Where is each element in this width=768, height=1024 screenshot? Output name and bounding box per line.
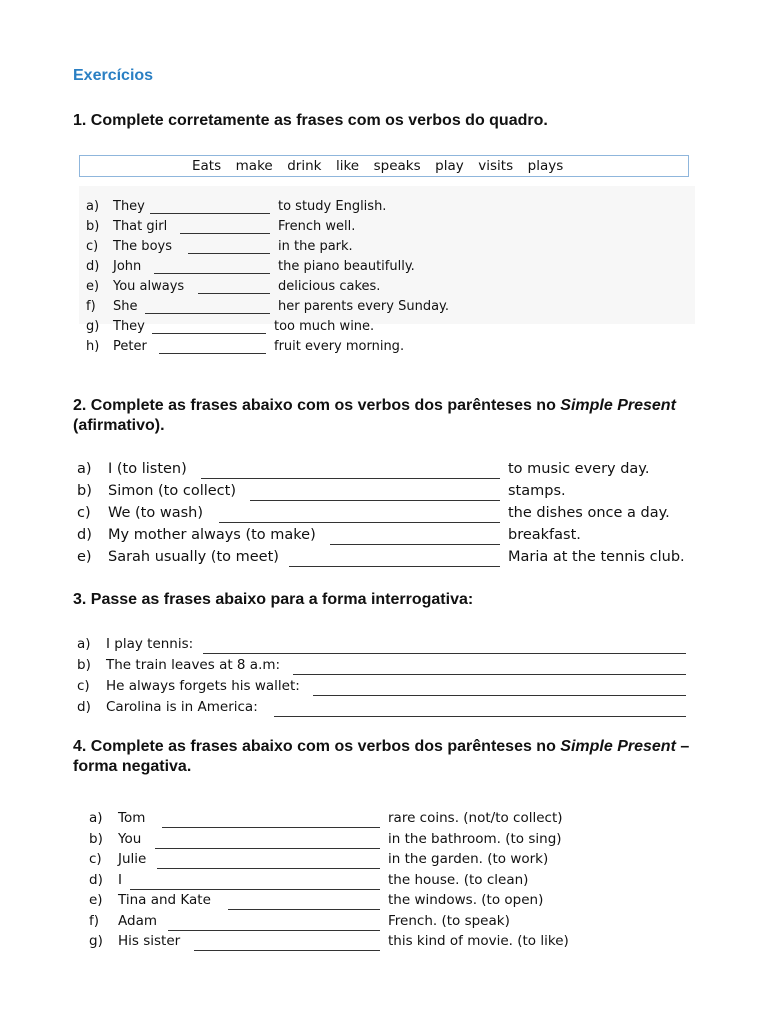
item-subject: I (to listen) — [108, 461, 187, 477]
answer-line[interactable] — [313, 678, 686, 696]
item-rest: delicious cakes. — [278, 279, 381, 294]
item-rest: fruit every morning. — [274, 339, 405, 354]
item-rest: to music every day. — [508, 461, 650, 477]
item-subject: Peter — [113, 339, 147, 354]
answer-blank[interactable] — [162, 810, 380, 828]
item-rest: in the garden. (to work) — [388, 851, 549, 867]
item-rest: French. (to speak) — [388, 913, 510, 929]
answer-blank[interactable] — [219, 505, 500, 523]
title-italic: Simple Present — [560, 397, 676, 414]
item-letter: g) — [89, 933, 103, 949]
item-letter: a) — [77, 461, 92, 477]
item-letter: f) — [86, 299, 96, 314]
item-rest: her parents every Sunday. — [278, 299, 450, 314]
item-letter: a) — [77, 636, 91, 652]
item-rest: breakfast. — [508, 527, 581, 543]
item-rest: the dishes once a day. — [508, 505, 670, 521]
item-rest: to study English. — [278, 199, 387, 214]
item-letter: d) — [86, 259, 100, 274]
item-letter: e) — [89, 892, 103, 908]
title-text: 4. Complete as frases abaixo com os verbos dos parênteses no — [73, 738, 561, 755]
item-subject: Julie — [118, 851, 147, 867]
question-3-title: 3. Passe as frases abaixo para a forma interrogativa: — [73, 591, 474, 608]
item-letter: g) — [86, 319, 100, 334]
item-subject: She — [113, 299, 138, 314]
item-subject: Tom — [118, 810, 146, 826]
answer-blank[interactable] — [157, 851, 380, 869]
item-rest: Maria at the tennis club. — [508, 549, 685, 565]
item-subject: He always forgets his wallet: — [106, 678, 300, 694]
item-subject: Sarah usually (to meet) — [108, 549, 279, 565]
item-subject: Tina and Kate — [118, 892, 211, 908]
item-subject: The boys — [113, 239, 172, 254]
question-4-title — [73, 737, 713, 777]
word-bank-item: Eats — [192, 158, 222, 174]
answer-blank[interactable] — [228, 892, 380, 910]
title-text: 2. Complete as frases abaixo com os verbos dos parênteses no — [73, 397, 561, 414]
answer-blank[interactable] — [194, 933, 380, 951]
answer-blank[interactable] — [168, 913, 380, 931]
item-letter: e) — [86, 279, 100, 294]
answer-blank[interactable] — [330, 527, 500, 545]
answer-blank[interactable] — [201, 461, 500, 479]
item-subject: I — [118, 872, 122, 888]
item-subject: Adam — [118, 913, 157, 929]
item-letter: e) — [77, 549, 92, 565]
item-rest: in the bathroom. (to sing) — [388, 831, 562, 847]
item-subject: His sister — [118, 933, 181, 949]
word-bank-item: play — [435, 158, 464, 174]
word-bank-item: visits — [478, 158, 514, 174]
section-heading: Exercícios — [73, 67, 154, 84]
item-subject: That girl — [113, 219, 168, 234]
word-bank-box — [79, 155, 689, 177]
item-letter: a) — [89, 810, 103, 826]
item-letter: c) — [89, 851, 102, 867]
item-rest: in the park. — [278, 239, 353, 254]
item-letter: d) — [77, 699, 91, 715]
item-rest: the windows. (to open) — [388, 892, 544, 908]
answer-blank[interactable] — [198, 279, 270, 294]
answer-line[interactable] — [293, 657, 686, 675]
item-rest: stamps. — [508, 483, 566, 499]
item-letter: b) — [86, 219, 100, 234]
answer-line[interactable] — [274, 699, 686, 717]
item-subject: John — [113, 259, 142, 274]
item-subject: Simon (to collect) — [108, 483, 236, 499]
item-subject: You always — [113, 279, 185, 294]
item-subject: They — [113, 319, 145, 334]
item-rest: the piano beautifully. — [278, 259, 415, 274]
answer-blank[interactable] — [145, 299, 270, 314]
item-letter: c) — [77, 505, 91, 521]
item-subject: The train leaves at 8 a.m: — [106, 657, 281, 673]
item-letter: c) — [77, 678, 90, 694]
word-bank-item: make — [235, 158, 273, 174]
item-rest: too much wine. — [274, 319, 375, 334]
answer-blank[interactable] — [250, 483, 500, 501]
answer-blank[interactable] — [155, 831, 380, 849]
word-bank-item: like — [335, 158, 360, 174]
answer-blank[interactable] — [150, 199, 270, 214]
item-letter: c) — [86, 239, 99, 254]
item-letter: b) — [77, 483, 92, 499]
item-subject: I play tennis: — [106, 636, 194, 652]
item-subject: My mother always (to make) — [108, 527, 316, 543]
title-text: (afirmativo). — [73, 417, 165, 434]
title-italic: Simple Present — [560, 738, 676, 755]
answer-blank[interactable] — [154, 259, 270, 274]
item-subject: You — [118, 831, 142, 847]
item-subject: We (to wash) — [108, 505, 203, 521]
item-letter: a) — [86, 199, 100, 214]
word-bank-item: speaks — [373, 158, 421, 174]
question-2-title — [73, 396, 713, 436]
item-letter: h) — [86, 339, 100, 354]
answer-blank[interactable] — [289, 549, 500, 567]
item-letter: b) — [77, 657, 91, 673]
item-subject: Carolina is in America: — [106, 699, 258, 715]
question-1-title: 1. Complete corretamente as frases com os verbos do quadro. — [73, 112, 548, 129]
word-bank-item: plays — [527, 158, 564, 174]
item-rest: this kind of movie. (to like) — [388, 933, 569, 949]
item-letter: d) — [89, 872, 103, 888]
answer-blank[interactable] — [159, 339, 266, 354]
item-rest: French well. — [278, 219, 356, 234]
answer-blank[interactable] — [188, 239, 270, 254]
item-rest: the house. (to clean) — [388, 872, 529, 888]
answer-blank[interactable] — [180, 219, 270, 234]
answer-blank[interactable] — [130, 872, 380, 890]
item-subject: They — [113, 199, 145, 214]
answer-blank[interactable] — [152, 319, 266, 334]
item-letter: d) — [77, 527, 92, 543]
item-letter: b) — [89, 831, 103, 847]
answer-line[interactable] — [203, 636, 686, 654]
item-letter: f) — [89, 913, 100, 929]
word-bank-item: drink — [287, 158, 322, 174]
title-text: – forma negativa. — [73, 738, 690, 775]
item-rest: rare coins. (not/to collect) — [388, 810, 563, 826]
